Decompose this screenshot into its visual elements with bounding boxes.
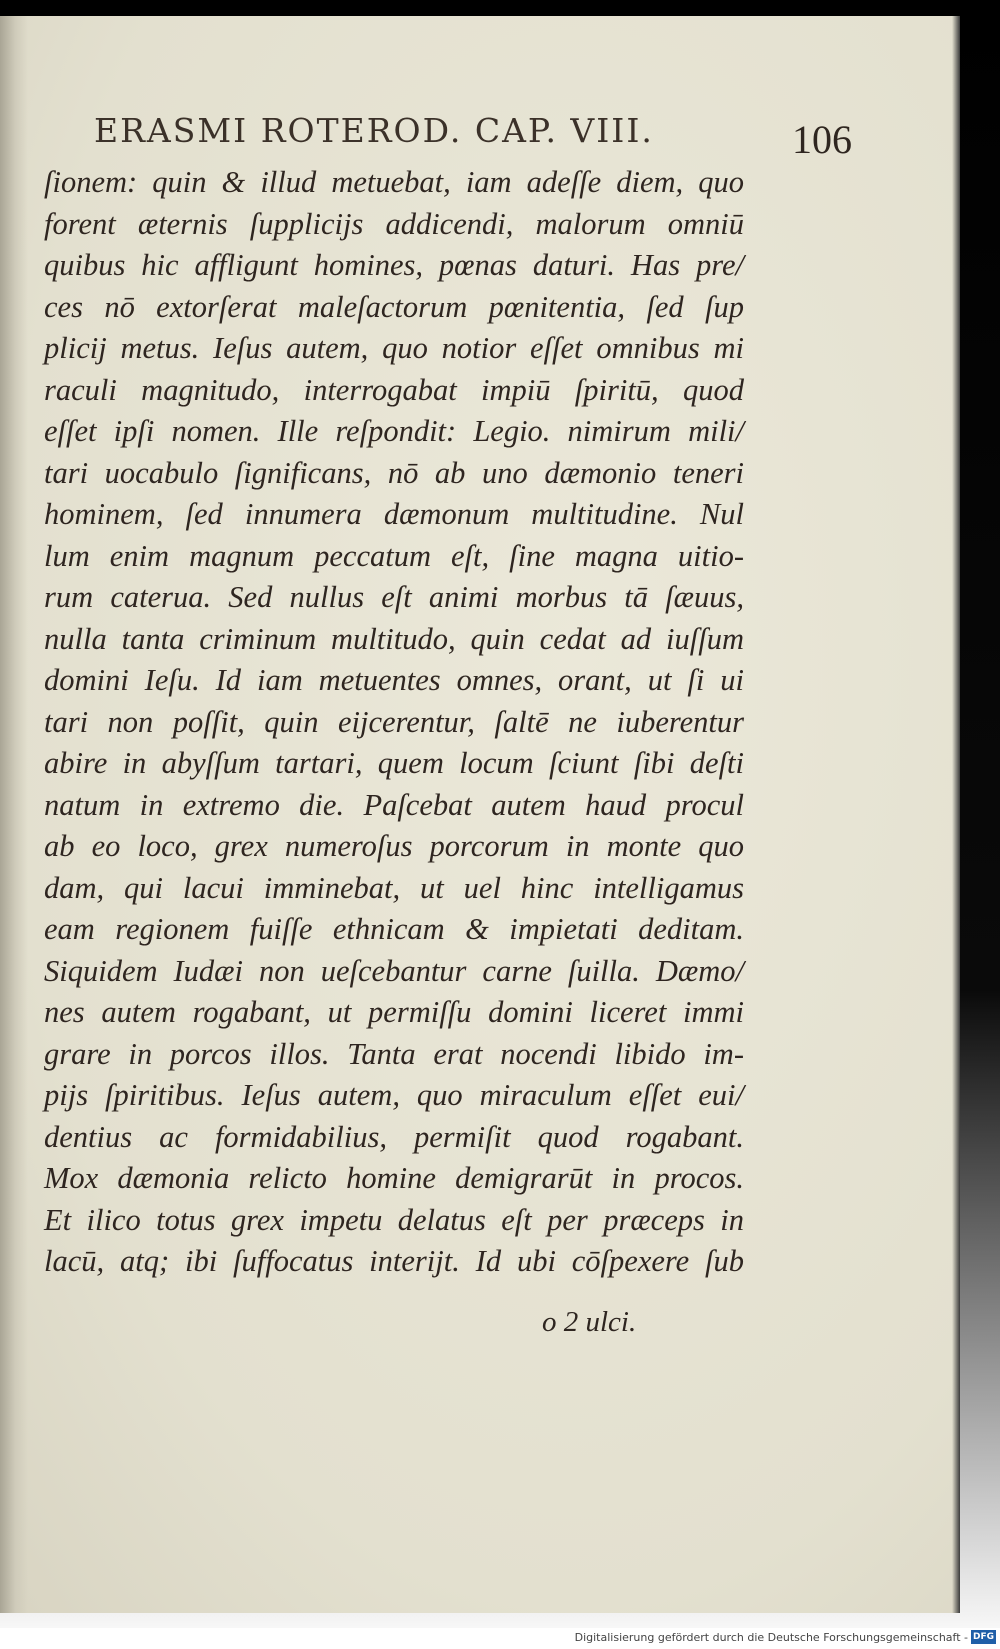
text-line: ſionem: quin & illud metuebat, iam adeſſe diem, quo <box>44 165 744 199</box>
text-line: ces nō extorſerat maleſactorum pœnitentia, ſed ſup <box>44 289 744 324</box>
text-line: dam, qui lacui imminebat, ut uel hinc intelligamus <box>44 870 744 905</box>
text-line: dentius ac formidabilius, permiſit quod rogabant. <box>44 1119 744 1154</box>
text-line: domini Ieſu. Id iam metuentes omnes, orant, ut ſi ui <box>44 663 744 697</box>
text-line: grare in porcos illos. Tanta erat nocendi libido im- <box>44 1036 744 1071</box>
text-line: quibus hic affligunt homines, pœnas daturi. Has pre/ <box>44 248 744 282</box>
text-line: raculi magnitudo, interrogabat impiū ſpiritū, quod <box>44 372 744 407</box>
text-line: eſſet ipſi nomen. Ille reſpondit: Legio. nimirum mili/ <box>44 414 744 448</box>
text-line: forent æternis ſupplicijs addicendi, malorum omniū <box>44 206 744 241</box>
text-line: nulla tanta criminum multitudo, quin cedat ad iuſſum <box>44 621 744 656</box>
text-line: rum caterua. Sed nullus eſt animi morbus tā ſæuus, <box>44 580 744 614</box>
book-page <box>0 16 960 1613</box>
text-line: ab eo loco, grex numeroſus porcorum in monte quo <box>44 829 744 863</box>
text-line: lacū, atq; ibi ſuffocatus interijt. Id ubi cōſpexere ſub <box>44 1244 744 1278</box>
text-line: eam regionem fuiſſe ethnicam & impietati deditam. <box>44 912 744 946</box>
text-line: Et ilico totus grex impetu delatus eſt per præceps in <box>44 1202 744 1237</box>
text-line: lum enim magnum peccatum eſt, ſine magna uitio- <box>44 538 744 573</box>
funding-credit: Digitalisierung gefördert durch die Deutsche Forschungsgemeinschaft - <box>574 1631 968 1644</box>
text-line: nes autem rogabant, ut permiſſu domini liceret immi <box>44 995 744 1029</box>
running-title: ERASMI ROTEROD. CAP. VIII. <box>94 111 654 150</box>
text-line: Mox dæmonia relicto homine demigrarūt in procos. <box>44 1161 744 1195</box>
text-line: tari uocabulo ſignificans, nō ab uno dæmonio teneri <box>44 455 744 490</box>
text-line: plicij metus. Ieſus autem, quo notior eſſet omnibus mi <box>44 331 744 365</box>
dfg-logo: DFG <box>972 1632 994 1642</box>
text-line: abire in abyſſum tartari, quem locum ſciunt ſibi deſti <box>44 746 744 780</box>
text-line: Siquidem Iudæi non ueſcebantur carne ſuilla. Dæmo/ <box>44 953 744 988</box>
page-gutter-shadow <box>0 16 28 1613</box>
text-line: tari non poſſit, quin eijcerentur, ſaltē ne iuberentur <box>44 704 744 739</box>
signature-catchword: o 2 ulci. <box>542 1306 637 1338</box>
page-number: 106 <box>792 117 852 162</box>
page-edge-shadow <box>952 16 960 1613</box>
text-line: natum in extremo die. Paſcebat autem haud procul <box>44 787 744 822</box>
digitization-footer <box>0 1628 1000 1649</box>
text-line: pijs ſpiritibus. Ieſus autem, quo miraculum eſſet eui/ <box>44 1078 744 1112</box>
body-text <box>44 162 744 1283</box>
text-line: hominem, ſed innumera dæmonum multitudine. Nul <box>44 497 744 531</box>
